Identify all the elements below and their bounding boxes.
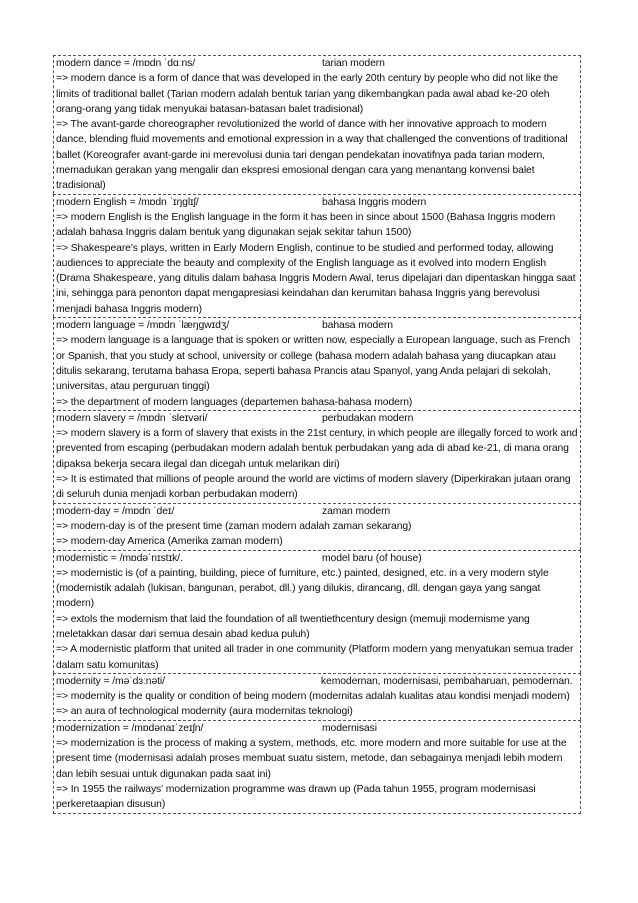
entry-head	[56, 56, 578, 71]
meaning: modernisasi	[322, 722, 377, 734]
entry-head	[56, 195, 578, 210]
meaning: bahasa Inggris modern	[322, 196, 427, 208]
entry-head	[56, 504, 578, 519]
entry-modernization	[53, 720, 581, 814]
definition-line: => modernization is the process of making a system, methods, etc. more modern and more suitable for use at the present time (modernisasi adalah proses membuat suatu sistem, metode, dan sebagainya menjadi lebih modern dan lebih sesuai untuk digunakan pada saat ini)	[56, 738, 567, 780]
entry-head	[56, 551, 578, 566]
example-line: => modern-day America (Amerika zaman modern)	[56, 536, 283, 548]
definition-line: => modern slavery is a form of slavery that exists in the 21st century, in which people are illegally forced to work and prevented from escaping (perbudakan modern adalah bentuk perbudakan yang ada di abad ke-21, di mana orang dipaksa bekerja secara ilegal dan dicegah untuk melarikan diri)	[56, 428, 578, 470]
meaning: tarian modern	[322, 58, 385, 69]
example-line: => extols the modernism that laid the foundation of all twentiethcentury design (memuji modernisme yang meletakkan dasar dari semua desain abad kedua puluh)	[56, 613, 530, 640]
entry-modernistic	[53, 550, 581, 673]
term: modern English = /mɒdn ˈɪŋɡlɪʃ/	[56, 196, 199, 208]
entry-head	[56, 411, 578, 426]
example-line: => In 1955 the railways' modernization programme was drawn up (Pada tahun 1955, program modernisasi perkeretaapian disusun)	[56, 783, 536, 811]
definition-line: => modernistic is (of a painting, building, piece of furniture, etc.) painted, designed, etc. in a very modern style (modernistik adalah (lukisan, bangunan, perabot, dll.) yang dilukis, dirancang, dll. dengan gaya yang sangat modern)	[56, 567, 549, 610]
term: modern language = /mɒdn ˈlæŋɡwɪdʒ/	[56, 320, 230, 332]
definition-line: => modern language is a language that is spoken or written now, especially a European language, such as French or Spanish, that you study at school, university or college (bahasa modern adalah bahasa yang diucapkan atau ditulis sekarang, terutama bahasa Eropa, seperti bahasa Prancis atau Spanyol, yang Anda pelajari di sekolah, universitas, atau perguruan tinggi)	[56, 335, 571, 393]
example-line: => It is estimated that millions of people around the world are victims of modern slavery (Diperkirakan jutaan orang di seluruh dunia menjadi korban perbudakan modern)	[56, 474, 571, 501]
meaning: perbudakan modern	[322, 412, 414, 424]
meaning: zaman modern	[322, 505, 391, 517]
definition-line: => modern English is the English language in the form it has been in since about 1500 (Bahasa Inggris modern adalah bahasa Inggris dalam bentuk yang digunakan sejak sekitar tahun 1500)	[56, 211, 556, 239]
meaning: bahasa modern	[322, 320, 393, 332]
definition-line: => modern dance is a form of dance that was developed in the early 20th century by people who did not like the limits of traditional ballet (Tarian modern adalah bentuk tarian yang dikembangkan pada awal abad ke-20 oleh orang-orang yang tidak menyukai batasan-batasan balet tradisional)	[56, 73, 558, 115]
entry-head	[56, 721, 578, 736]
entry-modern-slavery	[53, 410, 581, 503]
example-line: => A modernistic platform that united all trader in one community (Platform modern yang menyatukan semua trader dalam satu komunitas)	[56, 644, 574, 671]
term: modernity = /məˈdɜːnəti/	[56, 675, 165, 687]
term: modern-day = /mɒdn ˈdeɪ/	[56, 505, 175, 517]
term: modernistic = /mɒdəˈnɪstɪk/.	[56, 552, 183, 564]
entry-modern-english	[53, 194, 581, 317]
example-line: => an aura of technological modernity (aura modernitas teknologi)	[56, 706, 353, 718]
meaning: model baru (of house)	[322, 552, 422, 564]
entry-modern-dance	[53, 55, 581, 194]
example-line: => The avant-garde choreographer revolutionized the world of dance with her innovative approach to modern dance, blending fluid movements and emotional expression in a way that challenged the conventions of traditional ballet (Koreografer avant-garde ini merevolusi dunia tari dengan pendekatan inovatifnya pada tarian modern, memadukan gerakan yang mengalir dan ekspresi emosional dengan cara yang menantang konvensi balet tradisional)	[56, 119, 568, 192]
meaning: kemodernan, modernisasi, pembaharuan, pemodernan.	[320, 675, 573, 687]
example-line: => Shakespeare's plays, written in Early Modern English, continue to be studied and performed today, allowing audiences to appreciate the beauty and complexity of the English language as it evolved into modern English (Drama Shakespeare, yang ditulis dalam bahasa Inggris Modern Awal, terus dipelajari dan dipentaskan hingga saat ini, sehingga para penonton dapat mengapresiasi keindahan dan kerumitan bahasa Inggris yang berevolusi menjadi bahasa Inggris modern)	[56, 242, 576, 315]
vocabulary-page	[53, 55, 581, 814]
entry-modern-day	[53, 503, 581, 550]
example-line: => the department of modern languages (departemen bahasa-bahasa modern)	[56, 396, 413, 408]
definition-line: => modern-day is of the present time (zaman modern adalah zaman sekarang)	[56, 520, 412, 532]
entry-head	[56, 674, 578, 689]
entry-modern-language	[53, 317, 581, 410]
term: modern dance = /mɒdn ˈdɑːns/	[56, 58, 196, 69]
entry-modernity	[53, 673, 581, 720]
term: modern slavery = /mɒdn ˈsleɪvəri/	[56, 412, 208, 424]
definition-line: => modernity is the quality or condition of being modern (modernitas adalah kualitas atau kondisi menjadi modern)	[56, 691, 570, 703]
entry-head	[56, 318, 578, 333]
term: modernization = /mɒdənaɪˈzeɪʃn/	[56, 722, 204, 734]
